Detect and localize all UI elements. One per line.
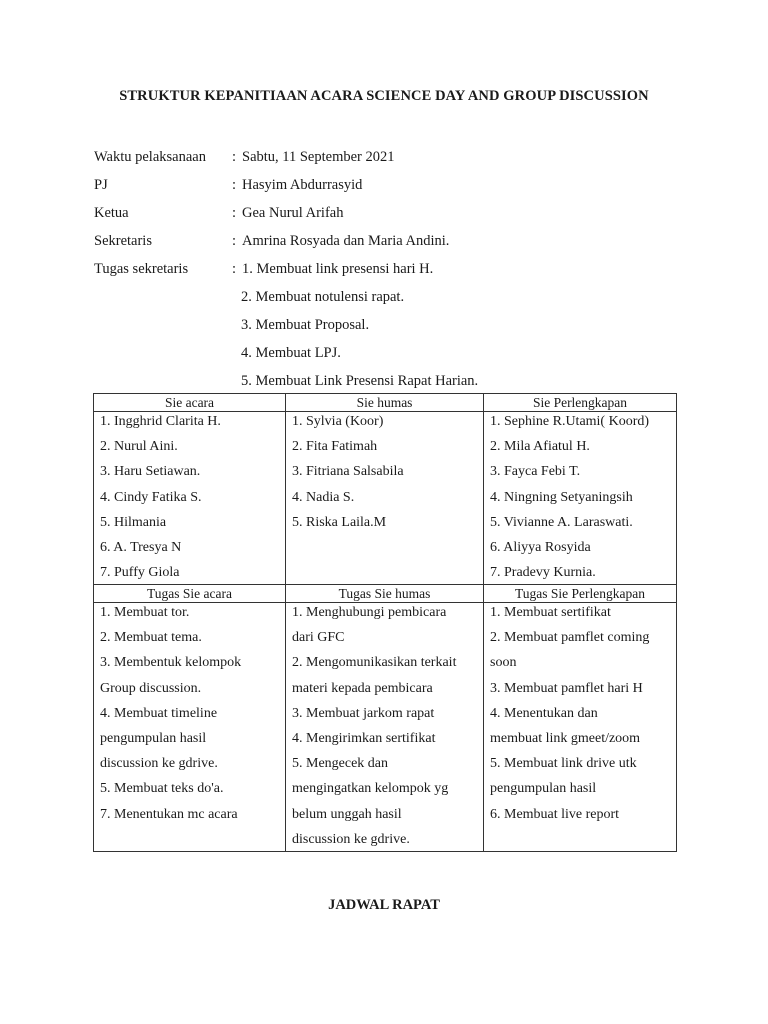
- list-item: 7. Pradevy Kurnia.: [490, 565, 596, 581]
- list-item: 1. Membuat tor.: [100, 605, 190, 620]
- info-value: Sabtu, 11 September 2021: [242, 148, 395, 165]
- column-header: Sie acara: [94, 394, 286, 412]
- member-row: [94, 412, 677, 585]
- list-item: 5. Mengecek dan: [292, 756, 389, 772]
- list-item: mengingatkan kelompok yg: [292, 781, 449, 797]
- sie-humas-members: [286, 412, 484, 585]
- list-item: 3. Haru Setiawan.: [100, 464, 201, 480]
- list-item: 5. Hilmania: [100, 514, 167, 530]
- list-item: soon: [490, 655, 517, 671]
- list-item: 4. Membuat timeline: [100, 705, 218, 721]
- column-header: Tugas Sie acara: [94, 585, 286, 603]
- list-item: materi kepada pembicara: [292, 680, 433, 696]
- sie-perlengkapan-members: [484, 412, 677, 585]
- list-item: 5. Vivianne A. Laraswati.: [490, 514, 633, 530]
- member-header-row: [94, 394, 677, 412]
- secretary-task: 5. Membuat Link Presensi Rapat Harian.: [241, 372, 479, 389]
- info-colon: :: [232, 148, 237, 165]
- list-item: 4. Nadia S.: [292, 489, 355, 505]
- info-colon: :: [232, 260, 237, 277]
- list-item: 2. Mengomunikasikan terkait: [292, 655, 457, 671]
- column-header: Tugas Sie Perlengkapan: [484, 585, 677, 603]
- sie-perlengkapan-tasks: [484, 603, 677, 852]
- list-item: 4. Menentukan dan: [490, 705, 598, 721]
- list-item: 7. Menentukan mc acara: [100, 806, 238, 822]
- list-item: 5. Riska Laila.M: [292, 514, 387, 530]
- info-row-tugas-sekretaris: [94, 255, 478, 283]
- list-item: 1. Menghubungi pembicara: [292, 605, 447, 620]
- secretary-task: 3. Membuat Proposal.: [241, 316, 370, 333]
- list-item: 3. Fayca Febi T.: [490, 464, 581, 480]
- info-label: PJ: [94, 176, 108, 193]
- list-item: 4. Mengirimkan sertifikat: [292, 730, 436, 746]
- list-item: 3. Membuat pamflet hari H: [490, 680, 643, 696]
- list-item: 5. Membuat link drive utk: [490, 756, 637, 772]
- column-header: Sie humas: [286, 394, 484, 412]
- list-item: membuat link gmeet/zoom: [490, 730, 641, 746]
- document-title: STRUKTUR KEPANITIAAN ACARA SCIENCE DAY AND GROUP DISCUSSION: [119, 88, 649, 104]
- info-colon: :: [232, 232, 237, 249]
- list-item: belum unggah hasil: [292, 806, 402, 822]
- list-item: 6. Membuat live report: [490, 806, 620, 822]
- sie-humas-tasks: [286, 603, 484, 852]
- list-item: 1. Sylvia (Koor): [292, 414, 384, 429]
- task-header-row: [94, 585, 677, 603]
- committee-table: [93, 393, 677, 852]
- list-item: 1. Ingghrid Clarita H.: [100, 414, 221, 429]
- list-item: 2. Membuat pamflet coming: [490, 630, 650, 646]
- info-value: 1. Membuat link presensi hari H.: [242, 260, 434, 277]
- list-item: discussion ke gdrive.: [100, 756, 218, 772]
- list-item: 3. Membentuk kelompok: [100, 655, 242, 671]
- event-info: [94, 143, 478, 395]
- list-item: 4. Ningning Setyaningsih: [490, 489, 633, 505]
- column-header: Tugas Sie humas: [286, 585, 484, 603]
- info-label: Sekretaris: [94, 232, 152, 249]
- info-row-pj: [94, 171, 478, 199]
- list-item: 2. Membuat tema.: [100, 630, 202, 646]
- info-colon: :: [232, 204, 237, 221]
- list-item: 1. Membuat sertifikat: [490, 605, 611, 620]
- list-item: 2. Nurul Aini.: [100, 439, 178, 455]
- info-row-sekretaris: [94, 227, 478, 255]
- list-item: dari GFC: [292, 630, 345, 646]
- info-colon: :: [232, 176, 237, 193]
- info-label: Ketua: [94, 204, 129, 221]
- list-item: 6. A. Tresya N: [100, 539, 182, 555]
- list-item: pengumpulan hasil: [100, 730, 207, 746]
- info-value: Gea Nurul Arifah: [242, 204, 344, 221]
- info-row-waktu: [94, 143, 478, 171]
- list-item: Group discussion.: [100, 680, 202, 696]
- list-item: pengumpulan hasil: [490, 781, 597, 797]
- list-item: 3. Fitriana Salsabila: [292, 464, 404, 480]
- list-item: discussion ke gdrive.: [292, 831, 410, 847]
- list-item: 4. Cindy Fatika S.: [100, 489, 202, 505]
- list-item: 1. Sephine R.Utami( Koord): [490, 414, 650, 429]
- secretary-task: 2. Membuat notulensi rapat.: [241, 288, 405, 305]
- list-item: 2. Fita Fatimah: [292, 439, 378, 455]
- list-item: 3. Membuat jarkom rapat: [292, 705, 435, 721]
- info-label: Tugas sekretaris: [94, 260, 189, 277]
- info-value: Amrina Rosyada dan Maria Andini.: [242, 232, 450, 249]
- list-item: 2. Mila Afiatul H.: [490, 439, 590, 455]
- info-value: Hasyim Abdurrasyid: [242, 176, 363, 193]
- task-row: [94, 603, 677, 852]
- sie-acara-tasks: [94, 603, 286, 852]
- secretary-task: 4. Membuat LPJ.: [241, 344, 341, 361]
- sie-acara-members: [94, 412, 286, 585]
- schedule-heading: JADWAL RAPAT: [328, 897, 440, 913]
- column-header: Sie Perlengkapan: [484, 394, 677, 412]
- list-item: 5. Membuat teks do'a.: [100, 781, 224, 797]
- list-item: 7. Puffy Giola: [100, 565, 180, 581]
- info-row-ketua: [94, 199, 478, 227]
- list-item: 6. Aliyya Rosyida: [490, 539, 591, 555]
- info-label: Waktu pelaksanaan: [94, 148, 206, 165]
